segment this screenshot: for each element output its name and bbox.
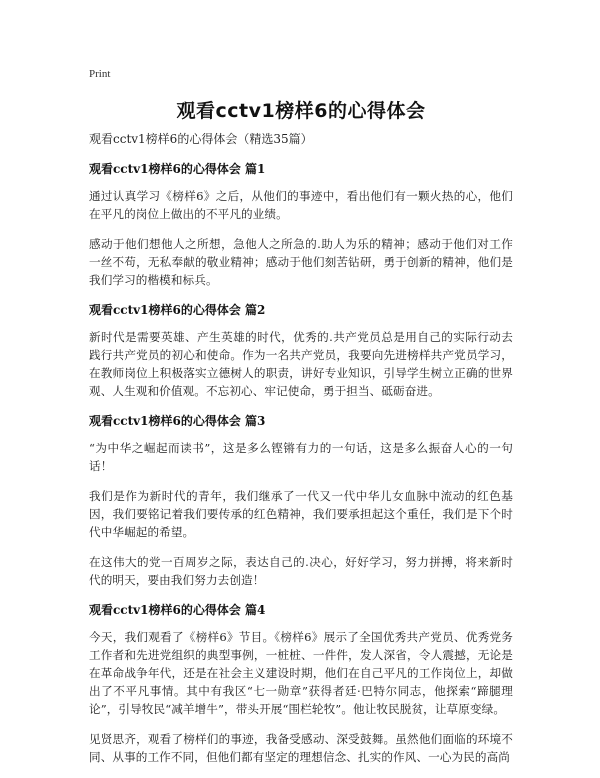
section-heading: 观看cctv1榜样6的心得体会 篇3 bbox=[89, 414, 266, 428]
section-heading: 观看cctv1榜样6的心得体会 篇4 bbox=[89, 603, 266, 617]
paragraph: 新时代是需要英雄、产生英雄的时代，优秀的.共产党员总是用自己的实际行动去践行共产党员的初心和使命。作为一名共产党员，我要向先进榜样共产党员学习，在教师岗位上积极落实立德树人的职责，讲好专业知识，引导学生树立正确的世界观、人生观和价值观。不忘初心、牢记使命，勇于担当、砥砺奋进。 bbox=[89, 330, 513, 398]
paragraph: 通过认真学习《榜样6》之后，从他们的事迹中，看出他们有一颗火热的心，他们在平凡的岗位上做出的不平凡的业绩。 bbox=[89, 189, 513, 221]
page-title: 观看cctv1榜样6的心得体会 bbox=[176, 100, 426, 122]
print-label: Print bbox=[89, 68, 111, 80]
document-body bbox=[89, 130, 513, 778]
paragraph: 我们是作为新时代的青年，我们继承了一代又一代中华儿女血脉中流动的红色基因，我们要铭记着我们要传承的红色精神，我们要承担起这个重任，我们是下个时代中华崛起的希望。 bbox=[89, 489, 513, 539]
paragraph: 见贤思齐，观看了榜样们的事迹，我备受感动、深受鼓舞。虽然他们面临的环境不同、从事的工作不同，但他们都有坚定的理想信念、扎实的作风、一心为民的高尚 bbox=[89, 732, 513, 764]
document-subtitle: 观看cctv1榜样6的心得体会（精选35篇） bbox=[89, 132, 313, 146]
paragraph: “为中华之崛起而读书”，这是多么铿锵有力的一句话，这是多么振奋人心的一句话！ bbox=[89, 441, 513, 473]
section-2 bbox=[89, 301, 513, 400]
paragraph: 在这伟大的党一百周岁之际，表达自己的.决心，好好学习，努力拼搏，将来新时代的明天，要由我们努力去创造！ bbox=[89, 555, 513, 587]
section-heading: 观看cctv1榜样6的心得体会 篇1 bbox=[89, 162, 266, 176]
section-heading: 观看cctv1榜样6的心得体会 篇2 bbox=[89, 303, 266, 317]
section-1 bbox=[89, 160, 513, 289]
paragraph: 今天，我们观看了《榜样6》节目。《榜样6》展示了全国优秀共产党员、优秀党务工作者和先进党组织的典型事例，一桩桩、一件件，发人深省，令人震撼，无论是在革命战争年代，还是在社会主义建设时期，他们在自己平凡的工作岗位上，却做出了不平凡事情。其中有我区“七一勋章”获得者廷·巴特尔同志，他探索“蹄腿理论”，引导牧民“减羊增牛”，带头开展“围栏轮牧”。他让牧民脱贫，让草原变绿。 bbox=[89, 630, 513, 716]
section-4 bbox=[89, 601, 513, 766]
section-3 bbox=[89, 412, 513, 589]
paragraph: 感动于他们想他人之所想，急他人之所急的.助人为乐的精神；感动于他们对工作一丝不苟，无私奉献的敬业精神；感动于他们刻苦钻研，勇于创新的精神，他们是我们学习的楷模和标兵。 bbox=[89, 237, 513, 287]
